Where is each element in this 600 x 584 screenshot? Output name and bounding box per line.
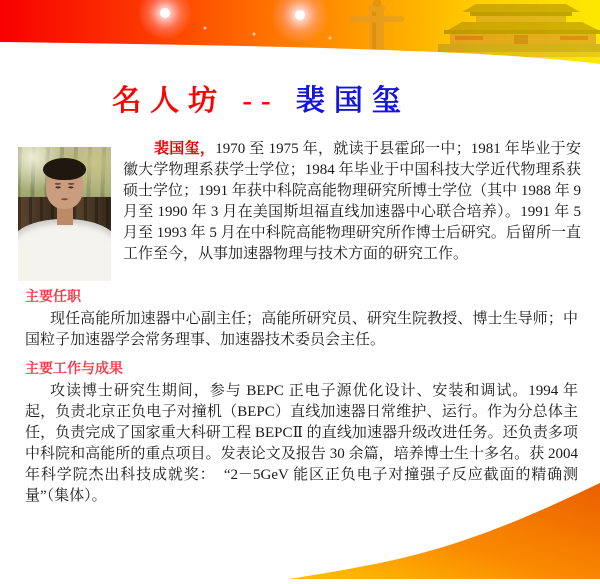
bio-person-name: 裴国玺， xyxy=(154,141,216,157)
section-paragraph-positions: 现任高能所加速器中心副主任；高能所研究员、研究生院教授、博士生导师；中国粒子加速器学会常务理事、加速器技术委员会主任。 xyxy=(25,311,578,348)
photo-hair xyxy=(43,158,86,181)
portrait-photo xyxy=(18,147,111,281)
section-heading-positions: 主要任职 xyxy=(25,290,81,305)
photo-face-features xyxy=(50,179,80,200)
page-title-column-name: 名人坊 -- xyxy=(112,85,280,117)
page-title-person-name: 裴国玺 xyxy=(295,85,410,117)
banner-graphic xyxy=(0,0,600,68)
bio-paragraph xyxy=(123,139,581,265)
page-title xyxy=(0,78,600,119)
section-paragraph-achievements: 攻读博士研究生期间，参与 BEPC 正电子源优化设计、安装和调试。1994 年起，负责北京正负电子对撞机（BEPC）直线加速器日常维护、运行。作为分总体主任，负责完成了国家重大科研工程 BEPCⅡ 的直线加速器升级改进任务。还负责多项中科院和高能所的重点项目。发表论文及报告 30 余篇，培养博士生十多名。获 2004 年科学院杰出科技成就奖： “2－5GeV 能区正负电子对撞强子反应截面的精确测量”（集体）。 xyxy=(25,383,578,504)
section-heading-achievements: 主要工作与成果 xyxy=(25,362,123,377)
header-banner xyxy=(0,0,600,68)
content-sections xyxy=(25,286,578,510)
photo-white-shirt xyxy=(18,219,111,281)
bio-text: 1970 至 1975 年，就读于县霍邱一中；1981 年毕业于安徽大学物理系获学士学位；1984 年毕业于中国科技大学近代物理系获硕士学位；1991 年获中科院高能物理研究所博士学位（其中 1988 年 9 月至 1990 年 3 月在美国斯坦福直线加速器中心联合培养）。1991 年 5 月至 1993 年 5 月在中科院高能物理研究所作博士后研究。后留所一直工作至今，从事加速器物理与技术方面的研究工作。 xyxy=(123,141,581,262)
